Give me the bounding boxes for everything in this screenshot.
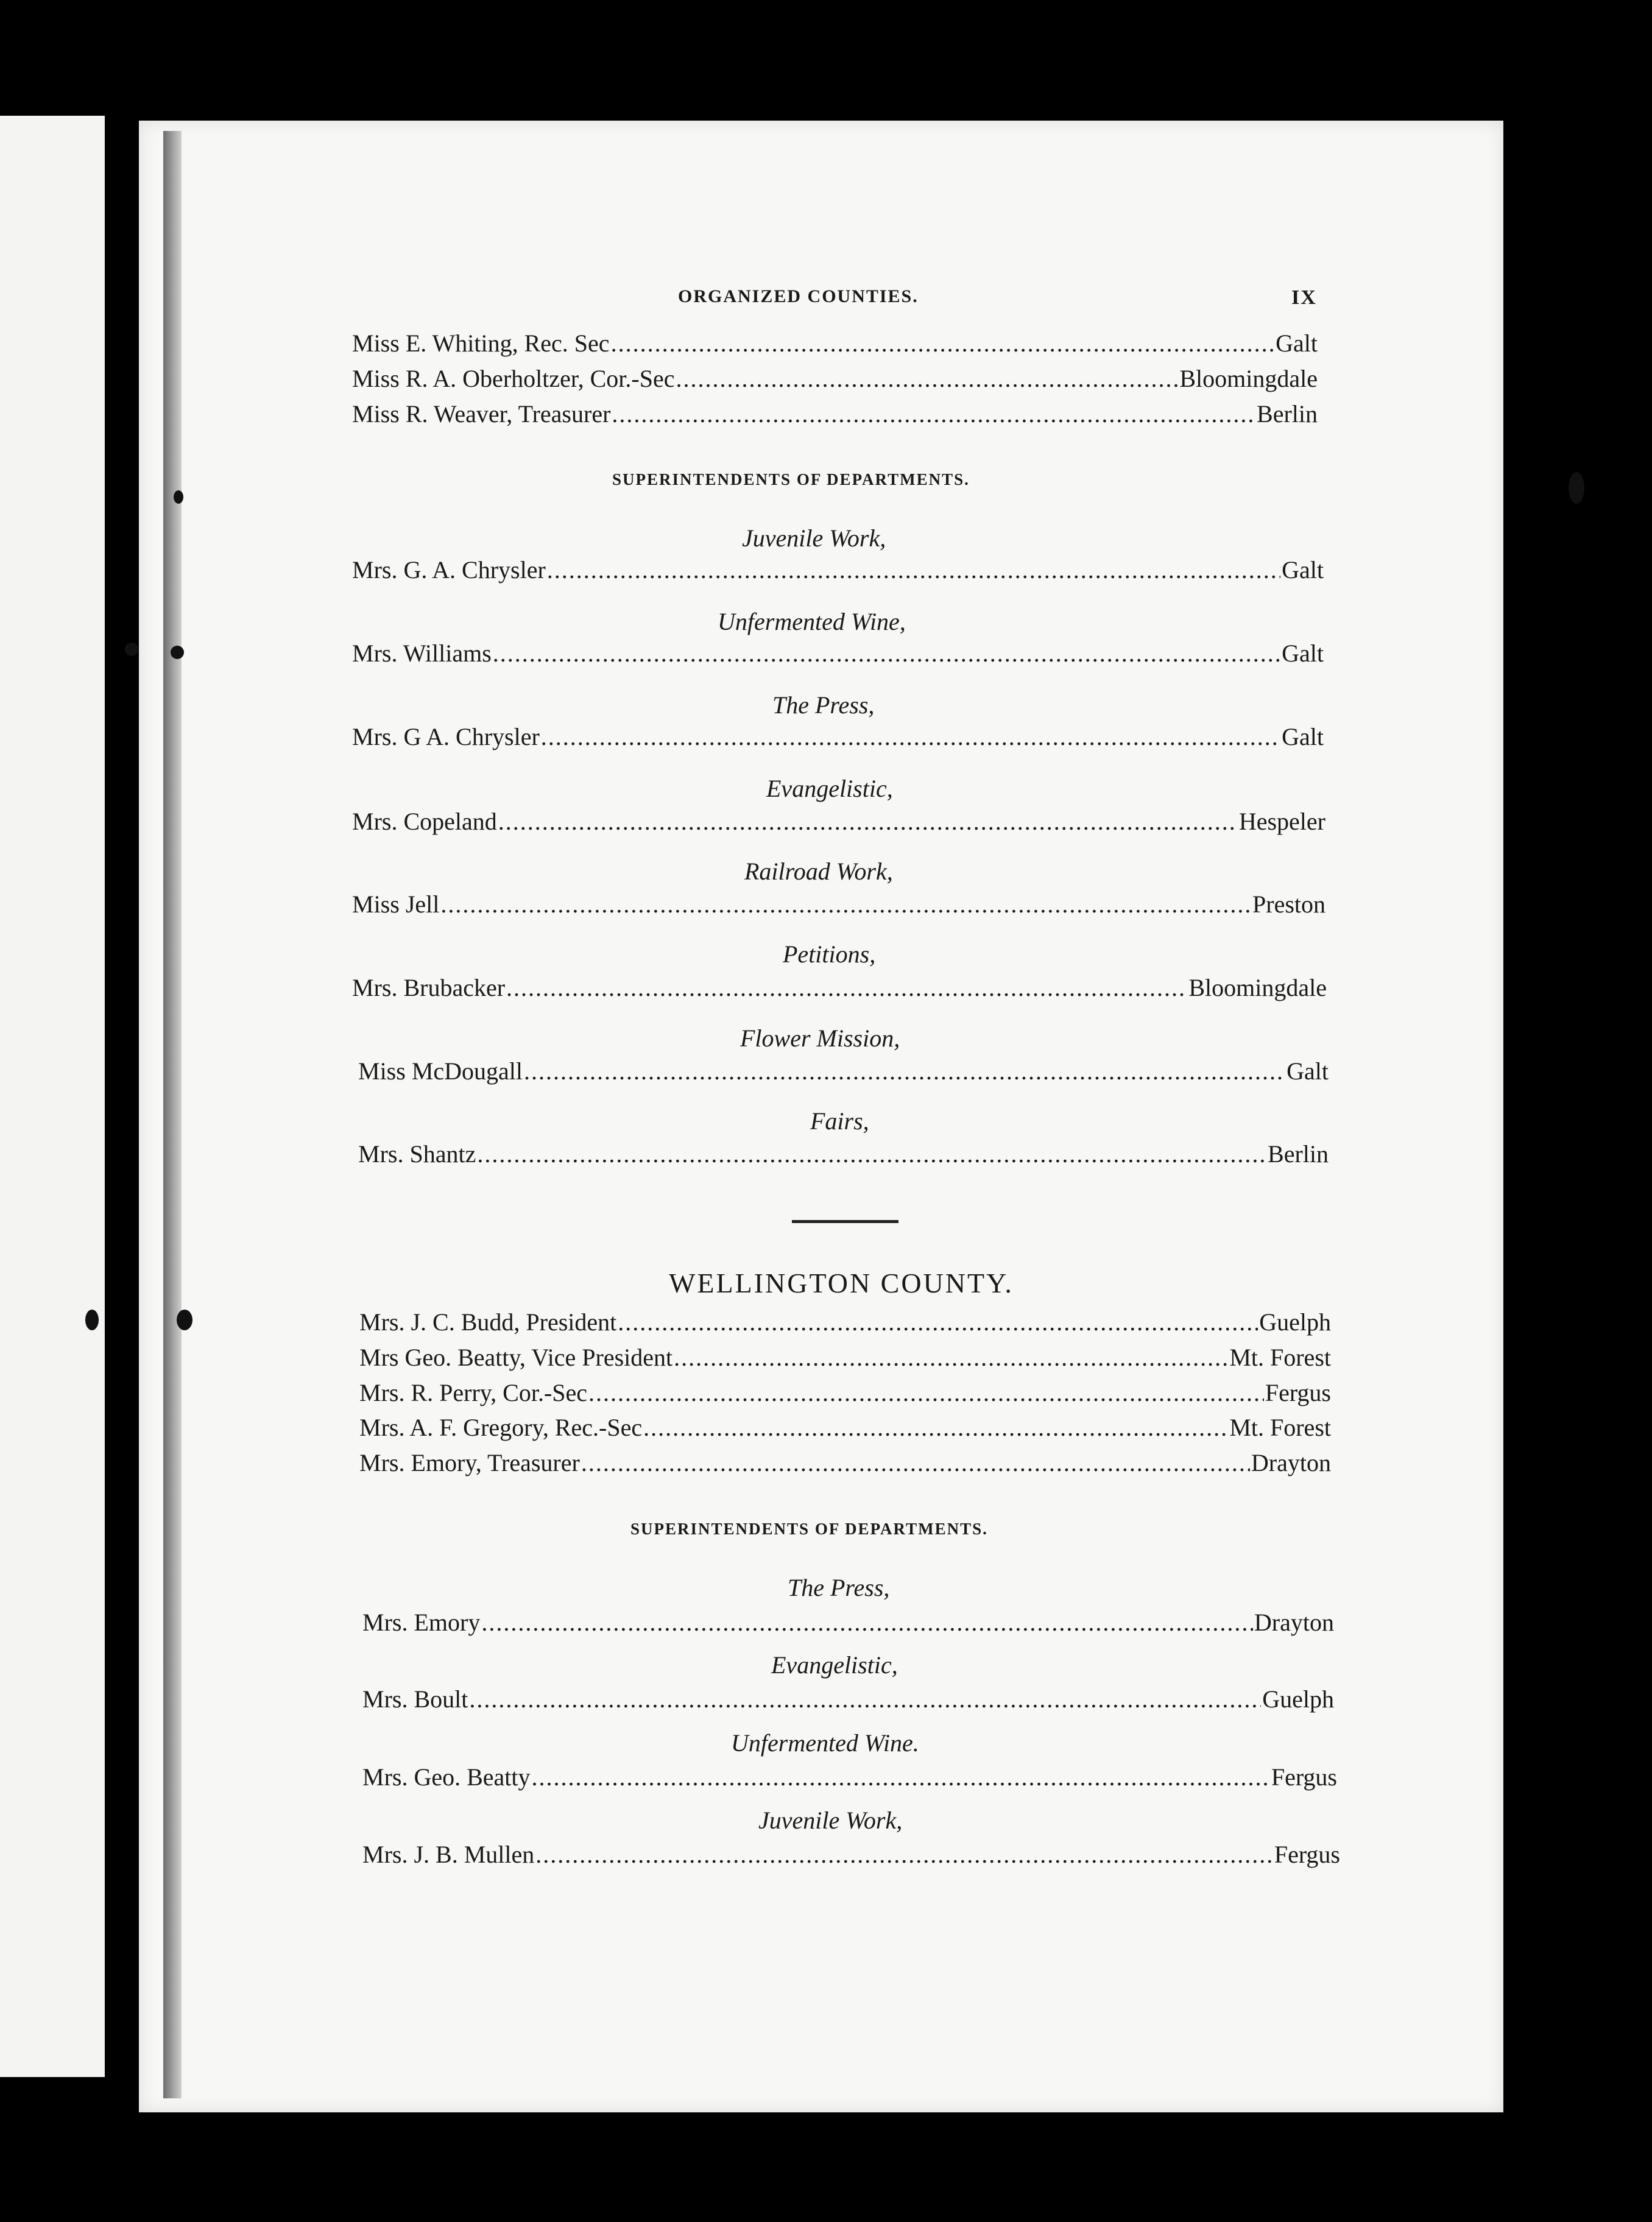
left-page-edge (0, 116, 105, 2077)
dot-leader (611, 329, 1275, 358)
officer-name: Miss E. Whiting, Rec. Sec (352, 330, 610, 357)
superintendent-place: Hespeler (1238, 808, 1325, 835)
superintendent-name: Mrs. G A. Chrysler (352, 723, 540, 750)
dot-leader (532, 1763, 1270, 1791)
county-title: WELLINGTON COUNTY. (669, 1268, 1014, 1299)
department-title: Railroad Work, (744, 858, 893, 885)
department-title: The Press, (772, 691, 875, 719)
officer-row (359, 1448, 1331, 1477)
superintendent-place: Preston (1252, 891, 1325, 918)
superintendent-row (362, 1763, 1337, 1791)
superintendent-row (352, 973, 1327, 1002)
superintendent-row (352, 556, 1324, 584)
dot-leader (493, 639, 1280, 668)
officer-row (359, 1413, 1331, 1442)
superintendent-name: Mrs. Williams (352, 640, 492, 667)
superintendent-name: Mrs. Shantz (358, 1140, 476, 1168)
officer-place: Drayton (1251, 1449, 1331, 1476)
section-heading: SUPERINTENDENTS OF DEPARTMENTS. (612, 470, 970, 488)
officer-row (352, 364, 1318, 393)
department-title: Unfermented Wine. (731, 1729, 919, 1757)
superintendent-row (362, 1608, 1334, 1637)
superintendent-place: Galt (1282, 640, 1324, 667)
superintendent-name: Mrs. Brubacker (352, 974, 506, 1001)
department-title: Petitions, (783, 940, 876, 968)
superintendent-row (352, 890, 1325, 919)
dot-leader (506, 973, 1187, 1002)
dot-leader (524, 1057, 1285, 1085)
superintendent-name: Mrs. Emory (362, 1609, 481, 1636)
superintendent-row (352, 722, 1324, 751)
dot-leader (535, 1840, 1273, 1869)
superintendent-place: Galt (1282, 723, 1324, 750)
dot-leader (618, 1308, 1258, 1336)
officer-place: Berlin (1257, 400, 1318, 428)
superintendent-row (358, 1140, 1329, 1168)
dot-leader (581, 1448, 1250, 1477)
section-divider (792, 1220, 898, 1223)
department-title: The Press, (788, 1574, 890, 1601)
superintendent-place: Drayton (1254, 1609, 1334, 1636)
binding-hole (177, 1310, 192, 1330)
department-title: Unfermented Wine, (718, 608, 906, 635)
officer-place: Guelph (1259, 1308, 1331, 1336)
dot-leader (440, 890, 1251, 919)
page-number: IX (1291, 286, 1317, 309)
superintendent-name: Mrs. Geo. Beatty (362, 1763, 531, 1791)
officer-name: Miss R. A. Oberholtzer, Cor.-Sec (352, 365, 675, 392)
officer-name: Mrs. J. C. Budd, President (359, 1308, 617, 1336)
page-header: ORGANIZED COUNTIES. (678, 286, 919, 306)
superintendent-place: Galt (1282, 556, 1324, 584)
superintendent-name: Miss McDougall (358, 1057, 523, 1085)
officer-name: Mrs. R. Perry, Cor.-Sec (359, 1379, 588, 1406)
superintendent-row (358, 1057, 1329, 1085)
superintendent-name: Miss Jell (352, 891, 440, 918)
officer-place: Mt. Forest (1229, 1414, 1331, 1441)
binding-hole (171, 646, 184, 659)
officer-row (352, 400, 1318, 428)
superintendent-place: Berlin (1268, 1140, 1329, 1168)
department-title: Juvenile Work, (742, 524, 886, 552)
officer-place: Mt. Forest (1229, 1344, 1331, 1371)
officer-row (359, 1308, 1331, 1336)
superintendent-name: Mrs. Boult (362, 1685, 468, 1713)
dot-leader (643, 1413, 1228, 1442)
department-title: Evangelistic, (771, 1651, 898, 1679)
superintendent-row (352, 639, 1324, 668)
dot-leader (469, 1685, 1261, 1713)
officer-row (359, 1343, 1331, 1372)
superintendent-name: Mrs. J. B. Mullen (362, 1841, 535, 1868)
binding-hole (1569, 472, 1584, 504)
superintendent-name: Mrs. Copeland (352, 808, 497, 835)
superintendent-place: Fergus (1274, 1841, 1340, 1868)
dot-leader (674, 1343, 1228, 1372)
officer-name: Mrs. A. F. Gregory, Rec.-Sec (359, 1414, 643, 1441)
officer-row (352, 329, 1318, 358)
binding-hole (125, 643, 138, 656)
superintendent-place: Galt (1287, 1057, 1329, 1085)
superintendent-place: Fergus (1271, 1763, 1337, 1791)
dot-leader (477, 1140, 1266, 1168)
superintendent-row (362, 1685, 1334, 1713)
dot-leader (676, 364, 1178, 393)
dot-leader (612, 400, 1255, 428)
dot-leader (588, 1378, 1264, 1407)
department-title: Fairs, (810, 1107, 869, 1135)
superintendent-place: Guelph (1262, 1685, 1334, 1713)
dot-leader (547, 556, 1280, 584)
superintendent-row (352, 807, 1325, 836)
superintendent-name: Mrs. G. A. Chrysler (352, 556, 546, 584)
officer-place: Fergus (1265, 1379, 1331, 1406)
department-title: Flower Mission, (740, 1025, 900, 1052)
section-heading: SUPERINTENDENTS OF DEPARTMENTS. (630, 1520, 988, 1538)
department-title: Juvenile Work, (758, 1807, 903, 1834)
dot-leader (541, 722, 1280, 751)
dot-leader (498, 807, 1238, 836)
officer-place: Bloomingdale (1179, 365, 1318, 392)
superintendent-place: Bloomingdale (1188, 974, 1327, 1001)
binding-hole (174, 490, 183, 504)
department-title: Evangelistic, (766, 775, 893, 802)
binding-hole (85, 1310, 99, 1330)
officer-name: Miss R. Weaver, Treasurer (352, 400, 611, 428)
dot-leader (481, 1608, 1253, 1637)
superintendent-row (362, 1840, 1340, 1869)
officer-row (359, 1378, 1331, 1407)
officer-name: Mrs. Emory, Treasurer (359, 1449, 580, 1476)
binding-spine (163, 131, 182, 2098)
officer-name: Mrs Geo. Beatty, Vice President (359, 1344, 673, 1371)
officer-place: Galt (1276, 330, 1318, 357)
